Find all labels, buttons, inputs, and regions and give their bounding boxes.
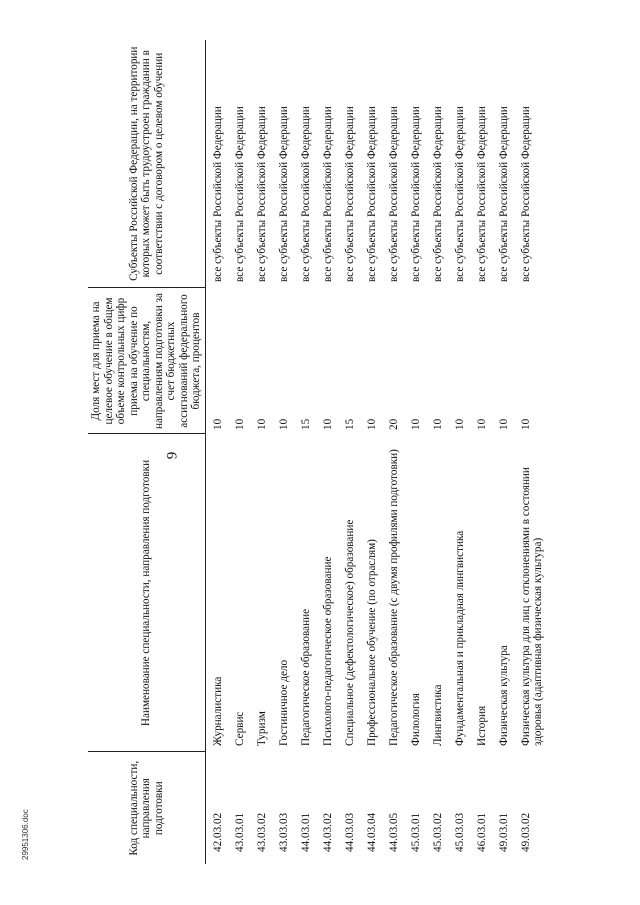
cell-regions: все субъекты Российской Федерации bbox=[453, 106, 466, 282]
cell-code: 44.03.04 bbox=[365, 812, 378, 852]
cell-name: Фундаментальная и прикладная лингвистика bbox=[453, 530, 466, 746]
header-name: Наименование специальности, направления подготовки bbox=[88, 434, 205, 752]
cell-regions: все субъекты Российской Федерации bbox=[409, 106, 422, 282]
cell-share: 10 bbox=[277, 418, 290, 430]
cell-code: 44.03.05 bbox=[387, 812, 400, 852]
cell-share: 15 bbox=[299, 418, 312, 430]
cell-name: Физическая культура для лиц с отклонениями в состоянии здоровья (адаптивная физическая культура) bbox=[519, 467, 545, 746]
table-row bbox=[205, 40, 231, 864]
cell-code: 43.03.01 bbox=[233, 812, 246, 852]
table-row bbox=[253, 40, 275, 864]
cell-regions: все субъекты Российской Федерации bbox=[519, 106, 532, 282]
cell-name: Специальное (дефектологическое) образование bbox=[343, 519, 356, 746]
cell-regions: все субъекты Российской Федерации bbox=[497, 106, 510, 282]
rotated-table-container bbox=[88, 40, 548, 864]
cell-code: 45.03.01 bbox=[409, 812, 422, 852]
cell-name: Гостиничное дело bbox=[277, 659, 290, 746]
cell-name: Педагогическое образование bbox=[299, 608, 312, 746]
table-body bbox=[205, 40, 547, 864]
cell-name: Туризм bbox=[255, 711, 268, 746]
table-row bbox=[319, 40, 341, 864]
cell-regions: все субъекты Российской Федерации bbox=[299, 106, 312, 282]
table-row bbox=[341, 40, 363, 864]
cell-share: 10 bbox=[431, 418, 444, 430]
cell-code: 46.03.01 bbox=[475, 812, 488, 852]
cell-regions: все субъекты Российской Федерации bbox=[321, 106, 334, 282]
table-row bbox=[231, 40, 253, 864]
cell-name: Профессиональное обучение (по отраслям) bbox=[365, 539, 378, 746]
cell-share: 20 bbox=[387, 418, 400, 430]
cell-share: 10 bbox=[475, 418, 488, 430]
cell-share: 10 bbox=[365, 418, 378, 430]
specialties-table bbox=[88, 40, 547, 864]
table-row bbox=[275, 40, 297, 864]
cell-share: 10 bbox=[497, 418, 510, 430]
table-row bbox=[473, 40, 495, 864]
cell-code: 42.03.02 bbox=[211, 812, 224, 852]
cell-code: 43.03.03 bbox=[277, 812, 290, 852]
table-row bbox=[363, 40, 385, 864]
cell-code: 43.03.02 bbox=[255, 812, 268, 852]
header-share: Доля мест для приема на целевое обучение в общем объеме контрольных цифр приема на обучение по специальностям, направлениям подготовки за счет бюджетных ассигнований федерального бюджета, процентов bbox=[88, 288, 205, 434]
cell-regions: все субъекты Российской Федерации bbox=[277, 106, 290, 282]
cell-code: 49.03.01 bbox=[497, 812, 510, 852]
table-row bbox=[495, 40, 517, 864]
cell-code: 44.03.03 bbox=[343, 812, 356, 852]
table-row bbox=[407, 40, 429, 864]
table-row bbox=[517, 40, 547, 864]
cell-name: Педагогическое образование (с двумя профилями подготовки) bbox=[387, 449, 400, 746]
page-number: 9 bbox=[164, 451, 181, 460]
cell-share: 10 bbox=[453, 418, 466, 430]
cell-code: 49.03.02 bbox=[519, 812, 532, 852]
cell-name: Журналистика bbox=[211, 676, 224, 746]
cell-share: 10 bbox=[211, 418, 224, 430]
cell-share: 10 bbox=[255, 418, 268, 430]
header-regions: Субъекты Российской Федерации, на территории которых может быть трудоустроен гражданин в соответствии с договором о целевом обучении bbox=[88, 40, 205, 288]
table-row bbox=[385, 40, 407, 864]
cell-regions: все субъекты Российской Федерации bbox=[365, 106, 378, 282]
cell-regions: все субъекты Российской Федерации bbox=[211, 106, 224, 282]
cell-name: Филология bbox=[409, 693, 422, 746]
table-header-row bbox=[88, 40, 205, 864]
cell-regions: все субъекты Российской Федерации bbox=[343, 106, 356, 282]
cell-code: 44.03.02 bbox=[321, 812, 334, 852]
cell-regions: все субъекты Российской Федерации bbox=[255, 106, 268, 282]
cell-code: 44.03.01 bbox=[299, 812, 312, 852]
cell-regions: все субъекты Российской Федерации bbox=[431, 106, 444, 282]
footer-document-code: 29951306.doc bbox=[21, 809, 30, 860]
cell-share: 15 bbox=[343, 418, 356, 430]
cell-share: 10 bbox=[233, 418, 246, 430]
cell-regions: все субъекты Российской Федерации bbox=[233, 106, 246, 282]
cell-name: История bbox=[475, 705, 488, 746]
cell-code: 45.03.02 bbox=[431, 812, 444, 852]
table-row bbox=[451, 40, 473, 864]
cell-share: 10 bbox=[321, 418, 334, 430]
cell-share: 10 bbox=[409, 418, 422, 430]
table-row bbox=[429, 40, 451, 864]
header-code: Код специальности, направления подготовки bbox=[88, 752, 205, 864]
cell-share: 10 bbox=[519, 418, 532, 430]
cell-regions: все субъекты Российской Федерации bbox=[387, 106, 400, 282]
cell-name: Лингвистика bbox=[431, 684, 444, 746]
table-area bbox=[88, 40, 548, 864]
cell-name: Физическая культура bbox=[497, 645, 510, 746]
cell-regions: все субъекты Российской Федерации bbox=[475, 106, 488, 282]
cell-code: 45.03.03 bbox=[453, 812, 466, 852]
cell-name: Психолого-педагогическое образование bbox=[321, 556, 334, 746]
cell-name: Сервис bbox=[233, 711, 246, 746]
table-row bbox=[297, 40, 319, 864]
